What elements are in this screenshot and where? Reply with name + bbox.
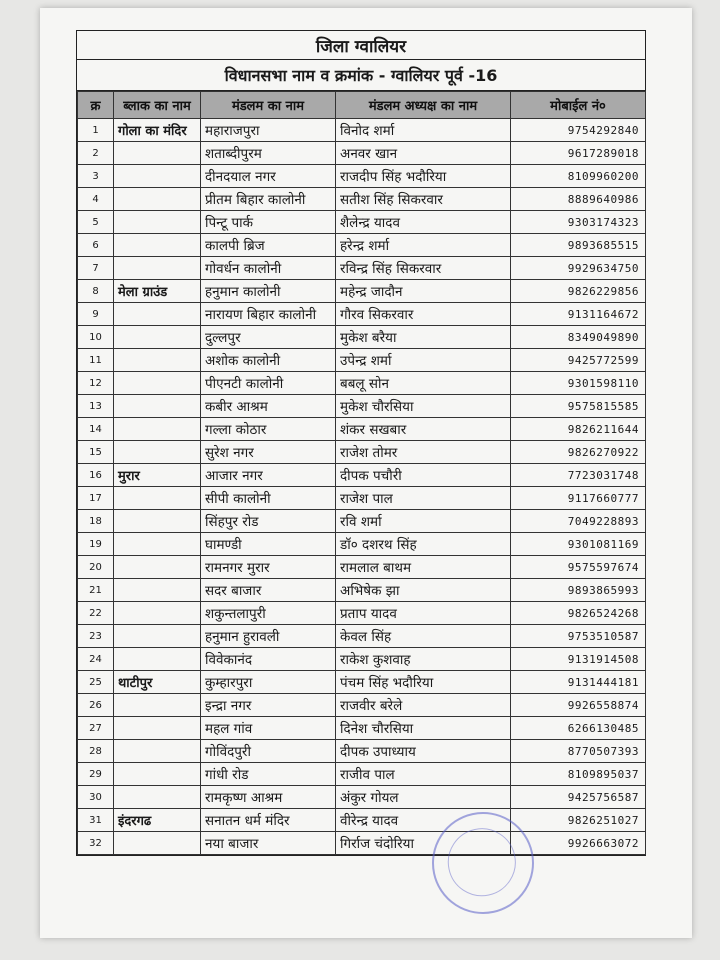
president-cell: केवल सिंह bbox=[336, 625, 511, 648]
serial-cell: 7 bbox=[78, 257, 114, 280]
table-row bbox=[78, 510, 646, 533]
mandalam-cell: रामकृष्ण आश्रम bbox=[201, 786, 336, 809]
serial-cell: 2 bbox=[78, 142, 114, 165]
president-cell: उपेन्द्र शर्मा bbox=[336, 349, 511, 372]
serial-cell: 8 bbox=[78, 280, 114, 303]
serial-cell: 13 bbox=[78, 395, 114, 418]
block-cell: इंदरगढ bbox=[114, 809, 201, 832]
president-cell: महेन्द्र जादौन bbox=[336, 280, 511, 303]
mandalam-cell: कबीर आश्रम bbox=[201, 395, 336, 418]
block-cell: थाटीपुर bbox=[114, 671, 201, 694]
mobile-cell: 9753510587 bbox=[511, 625, 646, 648]
serial-cell: 14 bbox=[78, 418, 114, 441]
block-cell bbox=[114, 257, 201, 280]
header-president: मंडलम अध्यक्ष का नाम bbox=[336, 92, 511, 119]
mobile-cell: 7723031748 bbox=[511, 464, 646, 487]
president-cell: रामलाल बाथम bbox=[336, 556, 511, 579]
assembly-title: विधानसभा नाम व क्रमांक - ग्वालियर पूर्व -16 bbox=[77, 60, 645, 91]
table-header-row bbox=[78, 92, 646, 119]
serial-cell: 31 bbox=[78, 809, 114, 832]
president-cell: गौरव सिकरवार bbox=[336, 303, 511, 326]
table-row bbox=[78, 188, 646, 211]
mandalam-cell: सिंहपुर रोड bbox=[201, 510, 336, 533]
mandalam-cell: सुरेश नगर bbox=[201, 441, 336, 464]
president-cell: दीपक पचौरी bbox=[336, 464, 511, 487]
mandalam-cell: महल गांव bbox=[201, 717, 336, 740]
table-row bbox=[78, 441, 646, 464]
table-row bbox=[78, 418, 646, 441]
block-cell bbox=[114, 165, 201, 188]
mobile-cell: 9929634750 bbox=[511, 257, 646, 280]
table-row bbox=[78, 303, 646, 326]
mandalam-cell: हनुमान कालोनी bbox=[201, 280, 336, 303]
president-cell: मुकेश बरैया bbox=[336, 326, 511, 349]
president-cell: पंचम सिंह भदौरिया bbox=[336, 671, 511, 694]
president-cell: राजेश तोमर bbox=[336, 441, 511, 464]
serial-cell: 15 bbox=[78, 441, 114, 464]
president-cell: विनोद शर्मा bbox=[336, 119, 511, 142]
table-row bbox=[78, 165, 646, 188]
mobile-cell: 8770507393 bbox=[511, 740, 646, 763]
serial-cell: 18 bbox=[78, 510, 114, 533]
mobile-cell: 9893865993 bbox=[511, 579, 646, 602]
mobile-cell: 6266130485 bbox=[511, 717, 646, 740]
president-cell: सतीश सिंह सिकरवार bbox=[336, 188, 511, 211]
mobile-cell: 9754292840 bbox=[511, 119, 646, 142]
serial-cell: 29 bbox=[78, 763, 114, 786]
table-row bbox=[78, 625, 646, 648]
mobile-cell: 9826270922 bbox=[511, 441, 646, 464]
serial-cell: 19 bbox=[78, 533, 114, 556]
table-row bbox=[78, 832, 646, 855]
block-cell bbox=[114, 211, 201, 234]
table-row bbox=[78, 763, 646, 786]
table-row bbox=[78, 809, 646, 832]
mobile-cell: 9826251027 bbox=[511, 809, 646, 832]
mobile-cell: 8109895037 bbox=[511, 763, 646, 786]
table-row bbox=[78, 119, 646, 142]
table-row bbox=[78, 602, 646, 625]
mandalam-cell: रामनगर मुरार bbox=[201, 556, 336, 579]
mandalam-cell: सीपी कालोनी bbox=[201, 487, 336, 510]
mandalam-cell: नारायण बिहार कालोनी bbox=[201, 303, 336, 326]
mandalam-cell: शताब्दीपुरम bbox=[201, 142, 336, 165]
serial-cell: 4 bbox=[78, 188, 114, 211]
mandalam-cell: महाराजपुरा bbox=[201, 119, 336, 142]
serial-cell: 10 bbox=[78, 326, 114, 349]
mandalam-cell: कालपी ब्रिज bbox=[201, 234, 336, 257]
table-row bbox=[78, 786, 646, 809]
mobile-cell: 9575815585 bbox=[511, 395, 646, 418]
mandalam-cell: हनुमान हुरावली bbox=[201, 625, 336, 648]
block-cell bbox=[114, 510, 201, 533]
mandalam-cell: इन्द्रा नगर bbox=[201, 694, 336, 717]
table-row bbox=[78, 648, 646, 671]
president-cell: वीरेन्द्र यादव bbox=[336, 809, 511, 832]
president-cell: अंकुर गोयल bbox=[336, 786, 511, 809]
table-row bbox=[78, 579, 646, 602]
president-cell: राजवीर बरेले bbox=[336, 694, 511, 717]
table-row bbox=[78, 740, 646, 763]
block-cell bbox=[114, 234, 201, 257]
serial-cell: 5 bbox=[78, 211, 114, 234]
block-cell bbox=[114, 395, 201, 418]
mobile-cell: 9303174323 bbox=[511, 211, 646, 234]
block-cell: गोला का मंदिर bbox=[114, 119, 201, 142]
mandalam-cell: पीएनटी कालोनी bbox=[201, 372, 336, 395]
president-cell: अनवर खान bbox=[336, 142, 511, 165]
block-cell bbox=[114, 441, 201, 464]
mandalam-cell: गोविंदपुरी bbox=[201, 740, 336, 763]
mobile-cell: 9425756587 bbox=[511, 786, 646, 809]
table-row bbox=[78, 533, 646, 556]
mobile-cell: 9425772599 bbox=[511, 349, 646, 372]
mandalam-cell: पिन्टू पार्क bbox=[201, 211, 336, 234]
mobile-cell: 9926663072 bbox=[511, 832, 646, 855]
header-serial: क्र bbox=[78, 92, 114, 119]
president-cell: दिनेश चौरसिया bbox=[336, 717, 511, 740]
block-cell bbox=[114, 303, 201, 326]
table-row bbox=[78, 280, 646, 303]
president-cell: राजेश पाल bbox=[336, 487, 511, 510]
block-cell bbox=[114, 740, 201, 763]
mobile-cell: 8109960200 bbox=[511, 165, 646, 188]
serial-cell: 21 bbox=[78, 579, 114, 602]
serial-cell: 22 bbox=[78, 602, 114, 625]
table-row bbox=[78, 464, 646, 487]
header-mandalam: मंडलम का नाम bbox=[201, 92, 336, 119]
block-cell bbox=[114, 786, 201, 809]
block-cell bbox=[114, 142, 201, 165]
table-row bbox=[78, 142, 646, 165]
mobile-cell: 9617289018 bbox=[511, 142, 646, 165]
serial-cell: 30 bbox=[78, 786, 114, 809]
table-row bbox=[78, 671, 646, 694]
mandalam-cell: आजार नगर bbox=[201, 464, 336, 487]
table-body bbox=[78, 119, 646, 855]
table-row bbox=[78, 257, 646, 280]
block-cell bbox=[114, 625, 201, 648]
block-cell bbox=[114, 602, 201, 625]
table-row bbox=[78, 395, 646, 418]
serial-cell: 12 bbox=[78, 372, 114, 395]
serial-cell: 9 bbox=[78, 303, 114, 326]
table-row bbox=[78, 326, 646, 349]
header-mobile: मोबाईल नं० bbox=[511, 92, 646, 119]
president-cell: प्रताप यादव bbox=[336, 602, 511, 625]
block-cell bbox=[114, 349, 201, 372]
table-row bbox=[78, 717, 646, 740]
table-row bbox=[78, 372, 646, 395]
president-cell: डॉ० दशरथ सिंह bbox=[336, 533, 511, 556]
block-cell bbox=[114, 694, 201, 717]
serial-cell: 23 bbox=[78, 625, 114, 648]
president-cell: रविन्द्र सिंह सिकरवार bbox=[336, 257, 511, 280]
block-cell: मुरार bbox=[114, 464, 201, 487]
serial-cell: 11 bbox=[78, 349, 114, 372]
serial-cell: 27 bbox=[78, 717, 114, 740]
serial-cell: 20 bbox=[78, 556, 114, 579]
mobile-cell: 9117660777 bbox=[511, 487, 646, 510]
serial-cell: 17 bbox=[78, 487, 114, 510]
table-row bbox=[78, 487, 646, 510]
mandalam-cell: प्रीतम बिहार कालोनी bbox=[201, 188, 336, 211]
president-cell: राकेश कुशवाह bbox=[336, 648, 511, 671]
table-row bbox=[78, 211, 646, 234]
mobile-cell: 9575597674 bbox=[511, 556, 646, 579]
mandalam-cell: अशोक कालोनी bbox=[201, 349, 336, 372]
serial-cell: 3 bbox=[78, 165, 114, 188]
mandalam-cell: गांधी रोड bbox=[201, 763, 336, 786]
block-cell bbox=[114, 763, 201, 786]
mobile-cell: 9826524268 bbox=[511, 602, 646, 625]
mandalam-cell: सदर बाजार bbox=[201, 579, 336, 602]
mandalam-cell: शकुन्तलापुरी bbox=[201, 602, 336, 625]
mobile-cell: 9301598110 bbox=[511, 372, 646, 395]
table-row bbox=[78, 556, 646, 579]
mandalam-cell: दीनदयाल नगर bbox=[201, 165, 336, 188]
block-cell bbox=[114, 326, 201, 349]
mobile-cell: 8349049890 bbox=[511, 326, 646, 349]
mobile-cell: 8889640986 bbox=[511, 188, 646, 211]
block-cell bbox=[114, 188, 201, 211]
header-block: ब्लाक का नाम bbox=[114, 92, 201, 119]
president-cell: राजदीप सिंह भदौरिया bbox=[336, 165, 511, 188]
president-cell: शंकर सखबार bbox=[336, 418, 511, 441]
serial-cell: 16 bbox=[78, 464, 114, 487]
mandalam-table bbox=[77, 91, 646, 855]
president-cell: रवि शर्मा bbox=[336, 510, 511, 533]
block-cell bbox=[114, 648, 201, 671]
mobile-cell: 9893685515 bbox=[511, 234, 646, 257]
mobile-cell: 9926558874 bbox=[511, 694, 646, 717]
table-row bbox=[78, 694, 646, 717]
mandalam-cell: घामण्डी bbox=[201, 533, 336, 556]
serial-cell: 6 bbox=[78, 234, 114, 257]
serial-cell: 28 bbox=[78, 740, 114, 763]
block-cell bbox=[114, 717, 201, 740]
block-cell: मेला ग्राउंड bbox=[114, 280, 201, 303]
mandalam-cell: गोवर्धन कालोनी bbox=[201, 257, 336, 280]
president-cell: राजीव पाल bbox=[336, 763, 511, 786]
table-row bbox=[78, 349, 646, 372]
mandalam-cell: कुम्हारपुरा bbox=[201, 671, 336, 694]
mobile-cell: 9131444181 bbox=[511, 671, 646, 694]
mandalam-cell: विवेकानंद bbox=[201, 648, 336, 671]
president-cell: दीपक उपाध्याय bbox=[336, 740, 511, 763]
block-cell bbox=[114, 533, 201, 556]
mobile-cell: 9131164672 bbox=[511, 303, 646, 326]
mandalam-cell: नया बाजार bbox=[201, 832, 336, 855]
serial-cell: 24 bbox=[78, 648, 114, 671]
serial-cell: 26 bbox=[78, 694, 114, 717]
mobile-cell: 9826211644 bbox=[511, 418, 646, 441]
serial-cell: 25 bbox=[78, 671, 114, 694]
president-cell: शैलेन्द्र यादव bbox=[336, 211, 511, 234]
president-cell: मुकेश चौरसिया bbox=[336, 395, 511, 418]
president-cell: बबलू सोन bbox=[336, 372, 511, 395]
block-cell bbox=[114, 372, 201, 395]
president-cell: हरेन्द्र शर्मा bbox=[336, 234, 511, 257]
table-row bbox=[78, 234, 646, 257]
block-cell bbox=[114, 418, 201, 441]
serial-cell: 1 bbox=[78, 119, 114, 142]
mandalam-cell: दुल्लपुर bbox=[201, 326, 336, 349]
mobile-cell: 9826229856 bbox=[511, 280, 646, 303]
document-table-sheet bbox=[76, 30, 646, 856]
mandalam-cell: सनातन धर्म मंदिर bbox=[201, 809, 336, 832]
block-cell bbox=[114, 832, 201, 855]
block-cell bbox=[114, 556, 201, 579]
president-cell: अभिषेक झा bbox=[336, 579, 511, 602]
mobile-cell: 7049228893 bbox=[511, 510, 646, 533]
block-cell bbox=[114, 487, 201, 510]
mandalam-cell: गल्ला कोठार bbox=[201, 418, 336, 441]
president-cell: गिर्राज चंदोरिया bbox=[336, 832, 511, 855]
mobile-cell: 9131914508 bbox=[511, 648, 646, 671]
mobile-cell: 9301081169 bbox=[511, 533, 646, 556]
block-cell bbox=[114, 579, 201, 602]
district-title: जिला ग्वालियर bbox=[77, 31, 645, 60]
serial-cell: 32 bbox=[78, 832, 114, 855]
